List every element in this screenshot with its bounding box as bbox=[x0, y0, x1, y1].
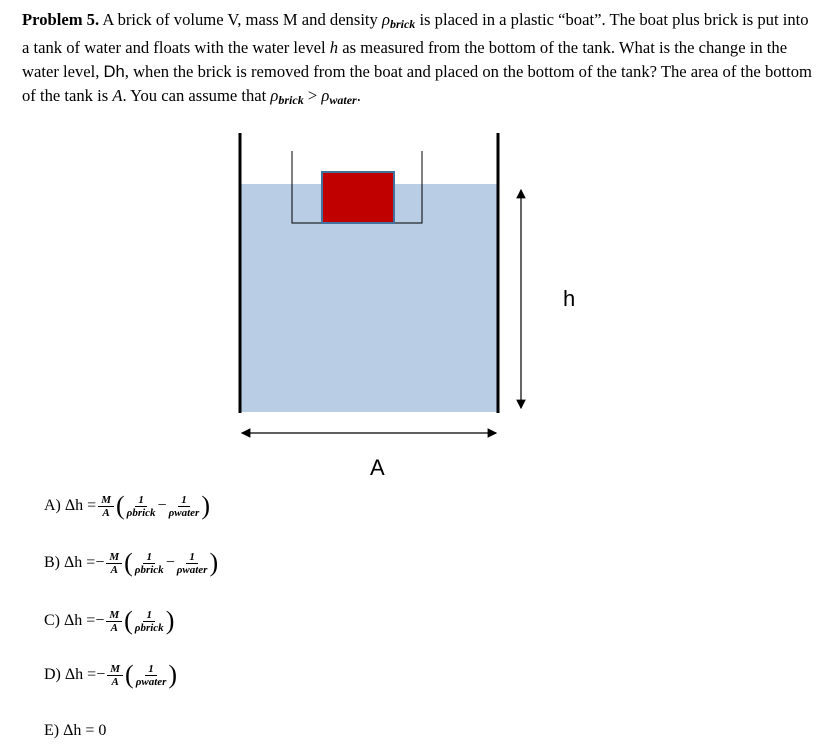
minus: − bbox=[157, 497, 167, 514]
den: ρwater bbox=[176, 563, 208, 576]
option-label: E) Δh = 0 bbox=[44, 722, 107, 739]
option-c: C) Δh = − $\frac{M}{A}$ ( $\frac{1}{\text{ρbrick}}$ ) bbox=[44, 606, 175, 635]
text: as measured from the bottom of the tank. What is the change in the water level, bbox=[22, 38, 788, 81]
den: ρwater bbox=[168, 506, 200, 519]
num: M bbox=[107, 663, 123, 676]
num: 1 bbox=[135, 494, 147, 507]
option-label: B) Δh = bbox=[44, 554, 96, 571]
text: is placed in a plastic “boat”. The boat plus brick is put into a tank of water and floats with the water level bbox=[22, 10, 809, 57]
option-label: A) Δh = bbox=[44, 497, 97, 514]
A: A bbox=[112, 86, 123, 105]
h-label: h bbox=[563, 286, 576, 311]
option-b: B) Δh = − $\frac{M}{A}$ ( $\frac{1}{\text{ρbrick}}$ − $\frac{1}{\text{ρwater}}$ ) bbox=[44, 548, 219, 577]
text: . bbox=[356, 86, 361, 105]
minus: − bbox=[165, 554, 175, 571]
rho: ρ bbox=[321, 86, 330, 105]
fraction bbox=[136, 663, 167, 688]
den: A bbox=[102, 506, 110, 519]
num: M bbox=[106, 551, 122, 564]
sign: − bbox=[95, 612, 105, 629]
rho: ρ bbox=[270, 86, 279, 105]
fraction bbox=[98, 494, 114, 519]
option-e bbox=[44, 722, 106, 740]
sub: brick bbox=[389, 17, 416, 31]
num: M bbox=[98, 494, 114, 507]
den: ρbrick bbox=[126, 506, 156, 519]
text: A brick of volume V, mass M and density bbox=[99, 10, 382, 29]
den: ρwater bbox=[135, 675, 167, 688]
problem-label: Problem 5. bbox=[22, 10, 100, 29]
rho: ρ bbox=[381, 10, 390, 29]
fraction bbox=[127, 494, 156, 519]
a-label: A bbox=[370, 455, 385, 480]
option-a: A) Δh = $\frac{M}{A}$ ( $\frac{1}{\text{ρbrick}}$ − $\frac{1}{\text{ρwater}}$ ) bbox=[44, 491, 210, 520]
option-d: D) Δh = − $\frac{M}{A}$ ( $\frac{1}{\text{ρwater}}$ ) bbox=[44, 660, 178, 689]
fraction bbox=[106, 609, 122, 634]
den: A bbox=[110, 563, 118, 576]
den: A bbox=[111, 675, 119, 688]
num: 1 bbox=[143, 609, 155, 622]
num: 1 bbox=[145, 663, 157, 676]
text: . You can assume that bbox=[122, 86, 271, 105]
den: A bbox=[110, 621, 118, 634]
den: ρbrick bbox=[134, 563, 164, 576]
num: 1 bbox=[178, 494, 190, 507]
sub: brick bbox=[278, 93, 304, 107]
fraction bbox=[107, 663, 123, 688]
num: 1 bbox=[186, 551, 198, 564]
fraction bbox=[169, 494, 200, 519]
den: ρbrick bbox=[134, 621, 164, 634]
option-label: D) Δh = bbox=[44, 666, 97, 683]
option-label: C) Δh = bbox=[44, 612, 96, 629]
num: 1 bbox=[143, 551, 155, 564]
fraction bbox=[106, 551, 122, 576]
h: h bbox=[329, 38, 339, 57]
sign: − bbox=[95, 554, 105, 571]
gt: > bbox=[303, 86, 322, 105]
sub: water bbox=[329, 93, 357, 107]
brick bbox=[322, 172, 394, 223]
fraction bbox=[177, 551, 208, 576]
num: M bbox=[106, 609, 122, 622]
dh: Dh bbox=[103, 62, 125, 81]
fraction bbox=[135, 551, 164, 576]
fraction bbox=[135, 609, 164, 634]
sign: − bbox=[96, 666, 106, 683]
text: , when the brick is removed from the boat and placed on the bottom of the tank? The area of the bottom of the tank is bbox=[22, 62, 812, 105]
